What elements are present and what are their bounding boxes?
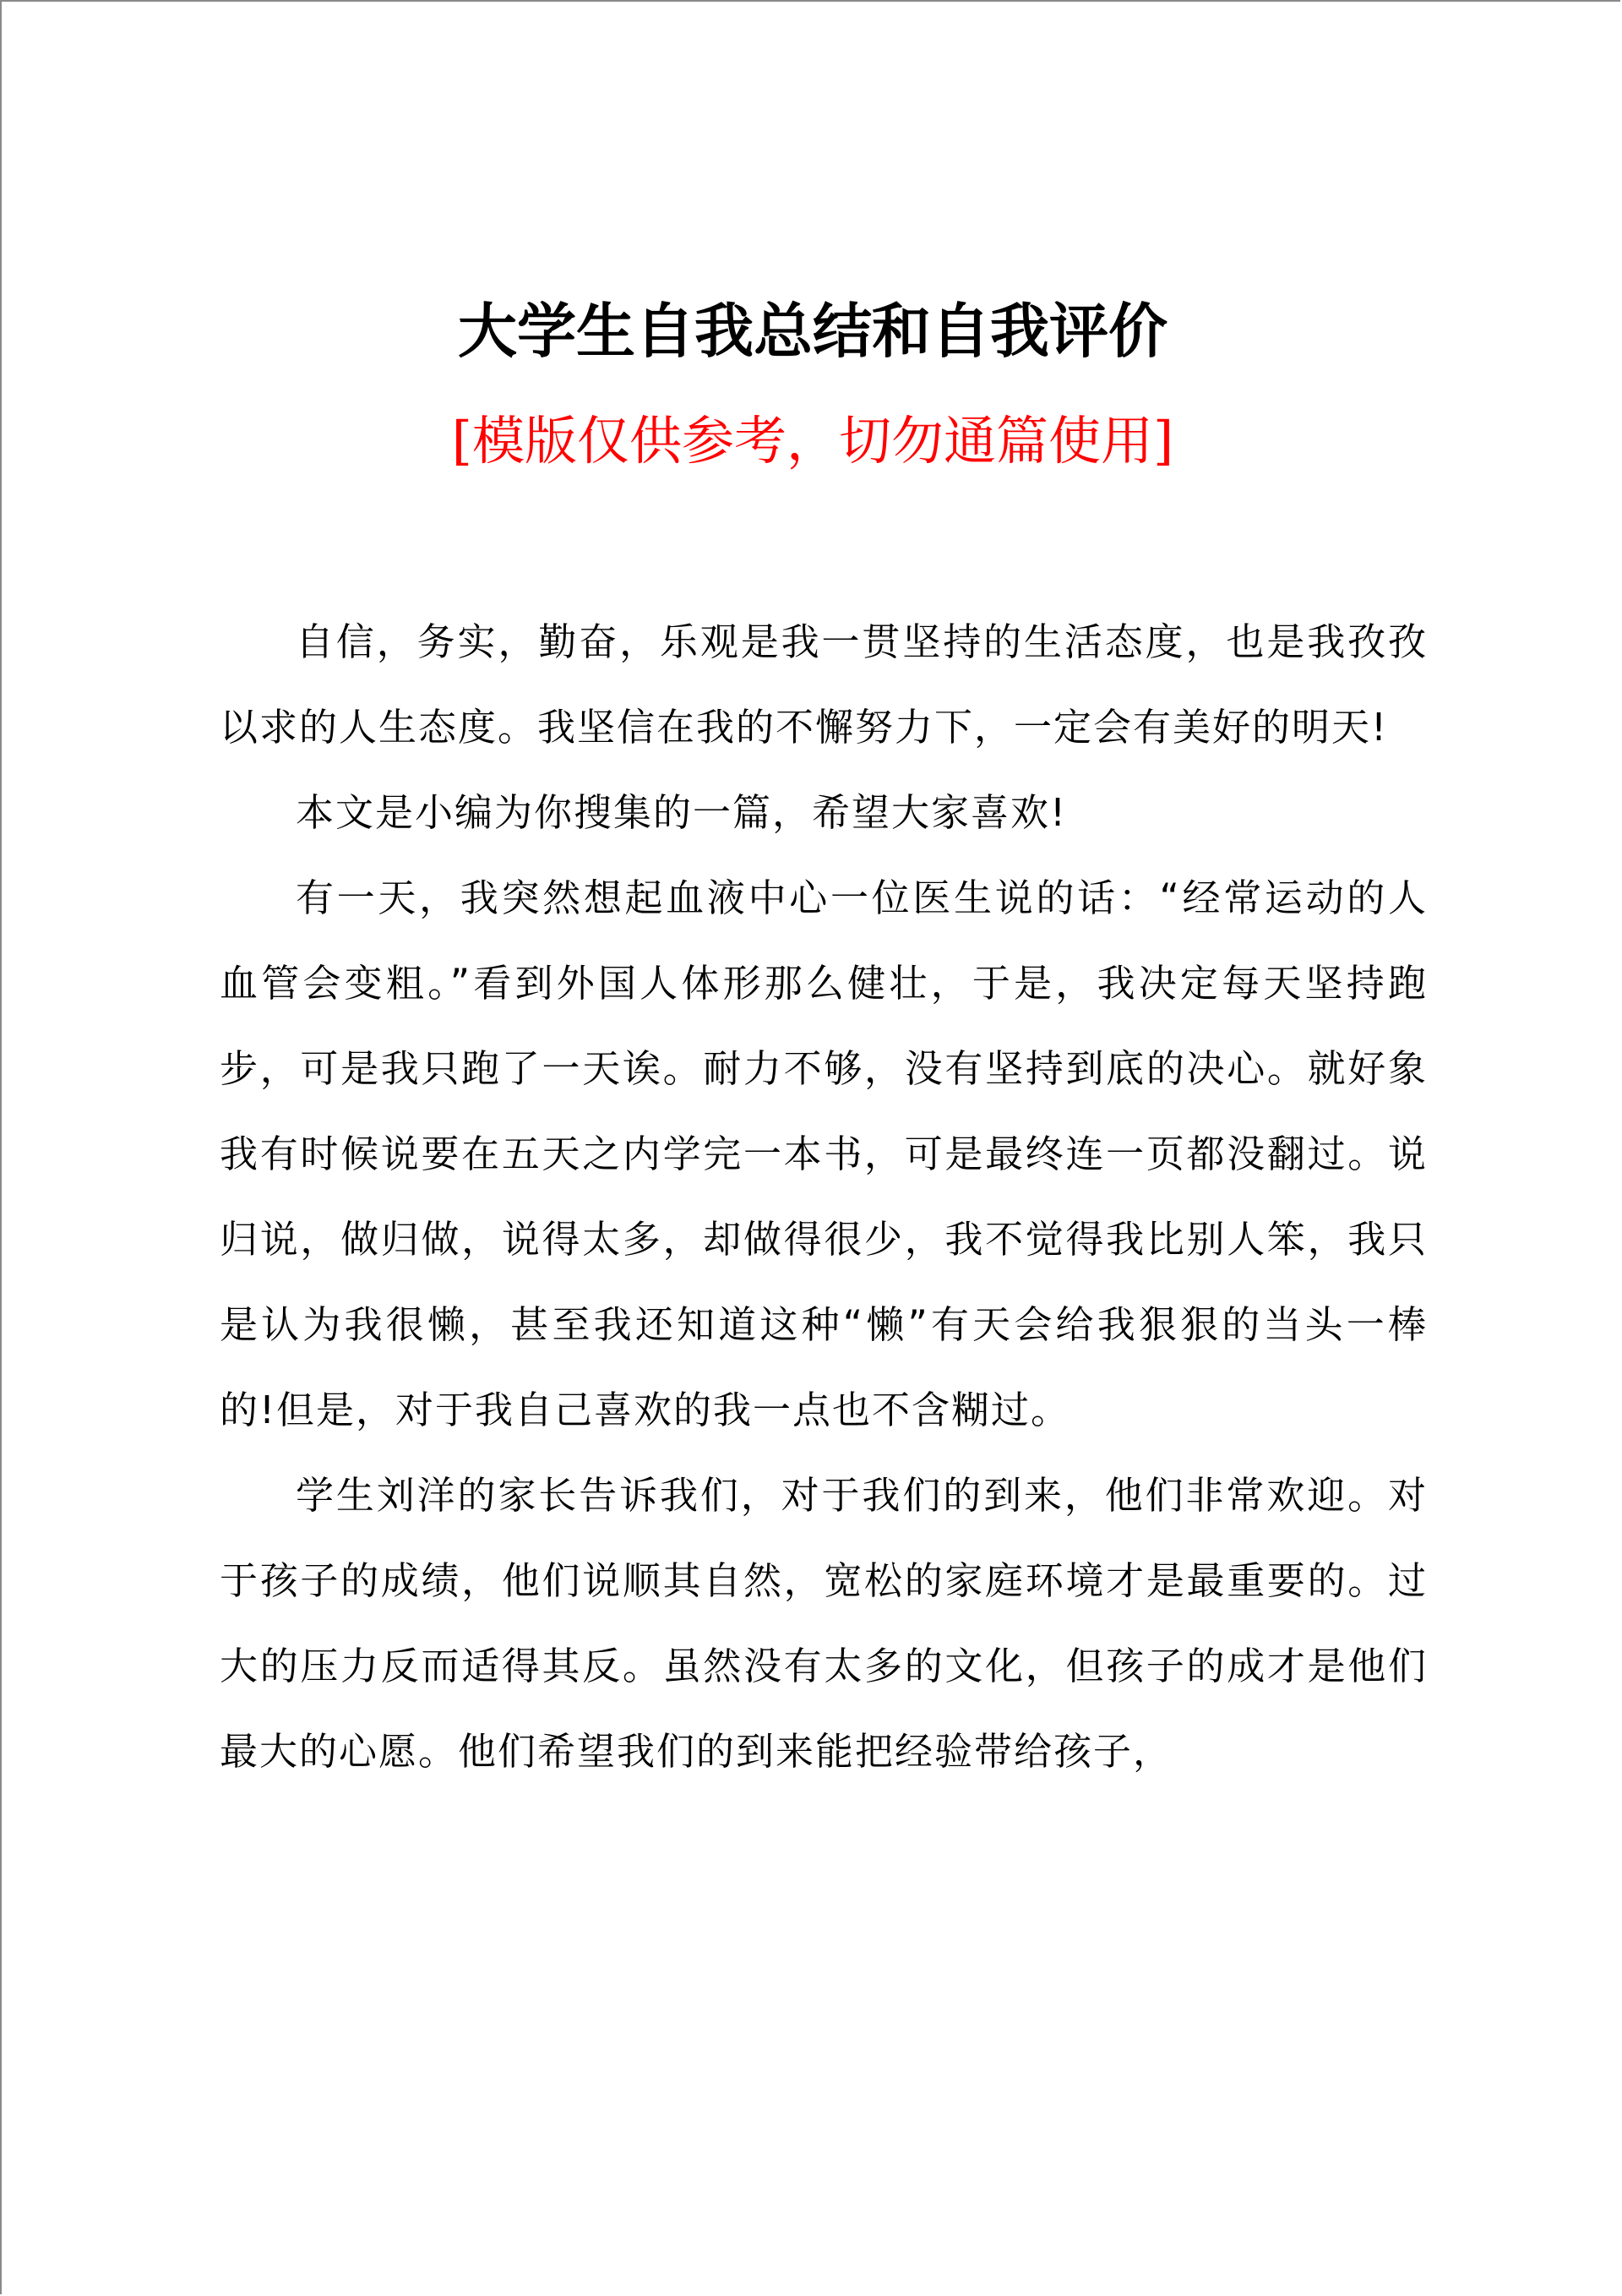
paragraph: 本文是小编为你搜集的一篇，希望大家喜欢!: [296, 790, 1068, 835]
document-subtitle: [模版仅供参考，切勿通篇使用]: [451, 410, 1174, 472]
document-title: 大学生自我总结和自我评价: [458, 296, 1168, 366]
paragraph: 学生刘洋的家长告诉我们，对于我们的到来，他们非常欢迎。对于孩子的成绩，他们说顺其自然，宽松的家庭环境才是最重要的。过大的压力反而适得其反。虽然没有太多的文化，但孩子的成才是他们最大的心愿。他们希望我们的到来能把经验带给孩子，: [220, 1473, 1428, 1774]
document-body: [220, 599, 1428, 1794]
paragraph: 有一天，我突然想起血液中心一位医生说的话：“经常运动的人血管会变粗。”看到外国人体形那么健壮，于是，我决定每天坚持跑步，可是我只跑了一天诶。耐力不够，没有坚持到底的决心。就好象我有时候说要在五天之内学完一本书，可是最终连一页都没翻过。说归说，做归做，说得太多，却做得很少，我不觉得我比别人笨，我只是认为我很懒，甚至我还知道这种“懒”有天会给我狠狠的当头一棒的!但是，对于我自己喜欢的我一点也不含糊过。: [220, 875, 1428, 1432]
paragraph: 自信，务实，勤奋，乐观是我一贯坚持的生活态度，也是我孜孜以求的人生态度。我坚信在我的不懈努力下，一定会有美好的明天!: [220, 619, 1428, 750]
